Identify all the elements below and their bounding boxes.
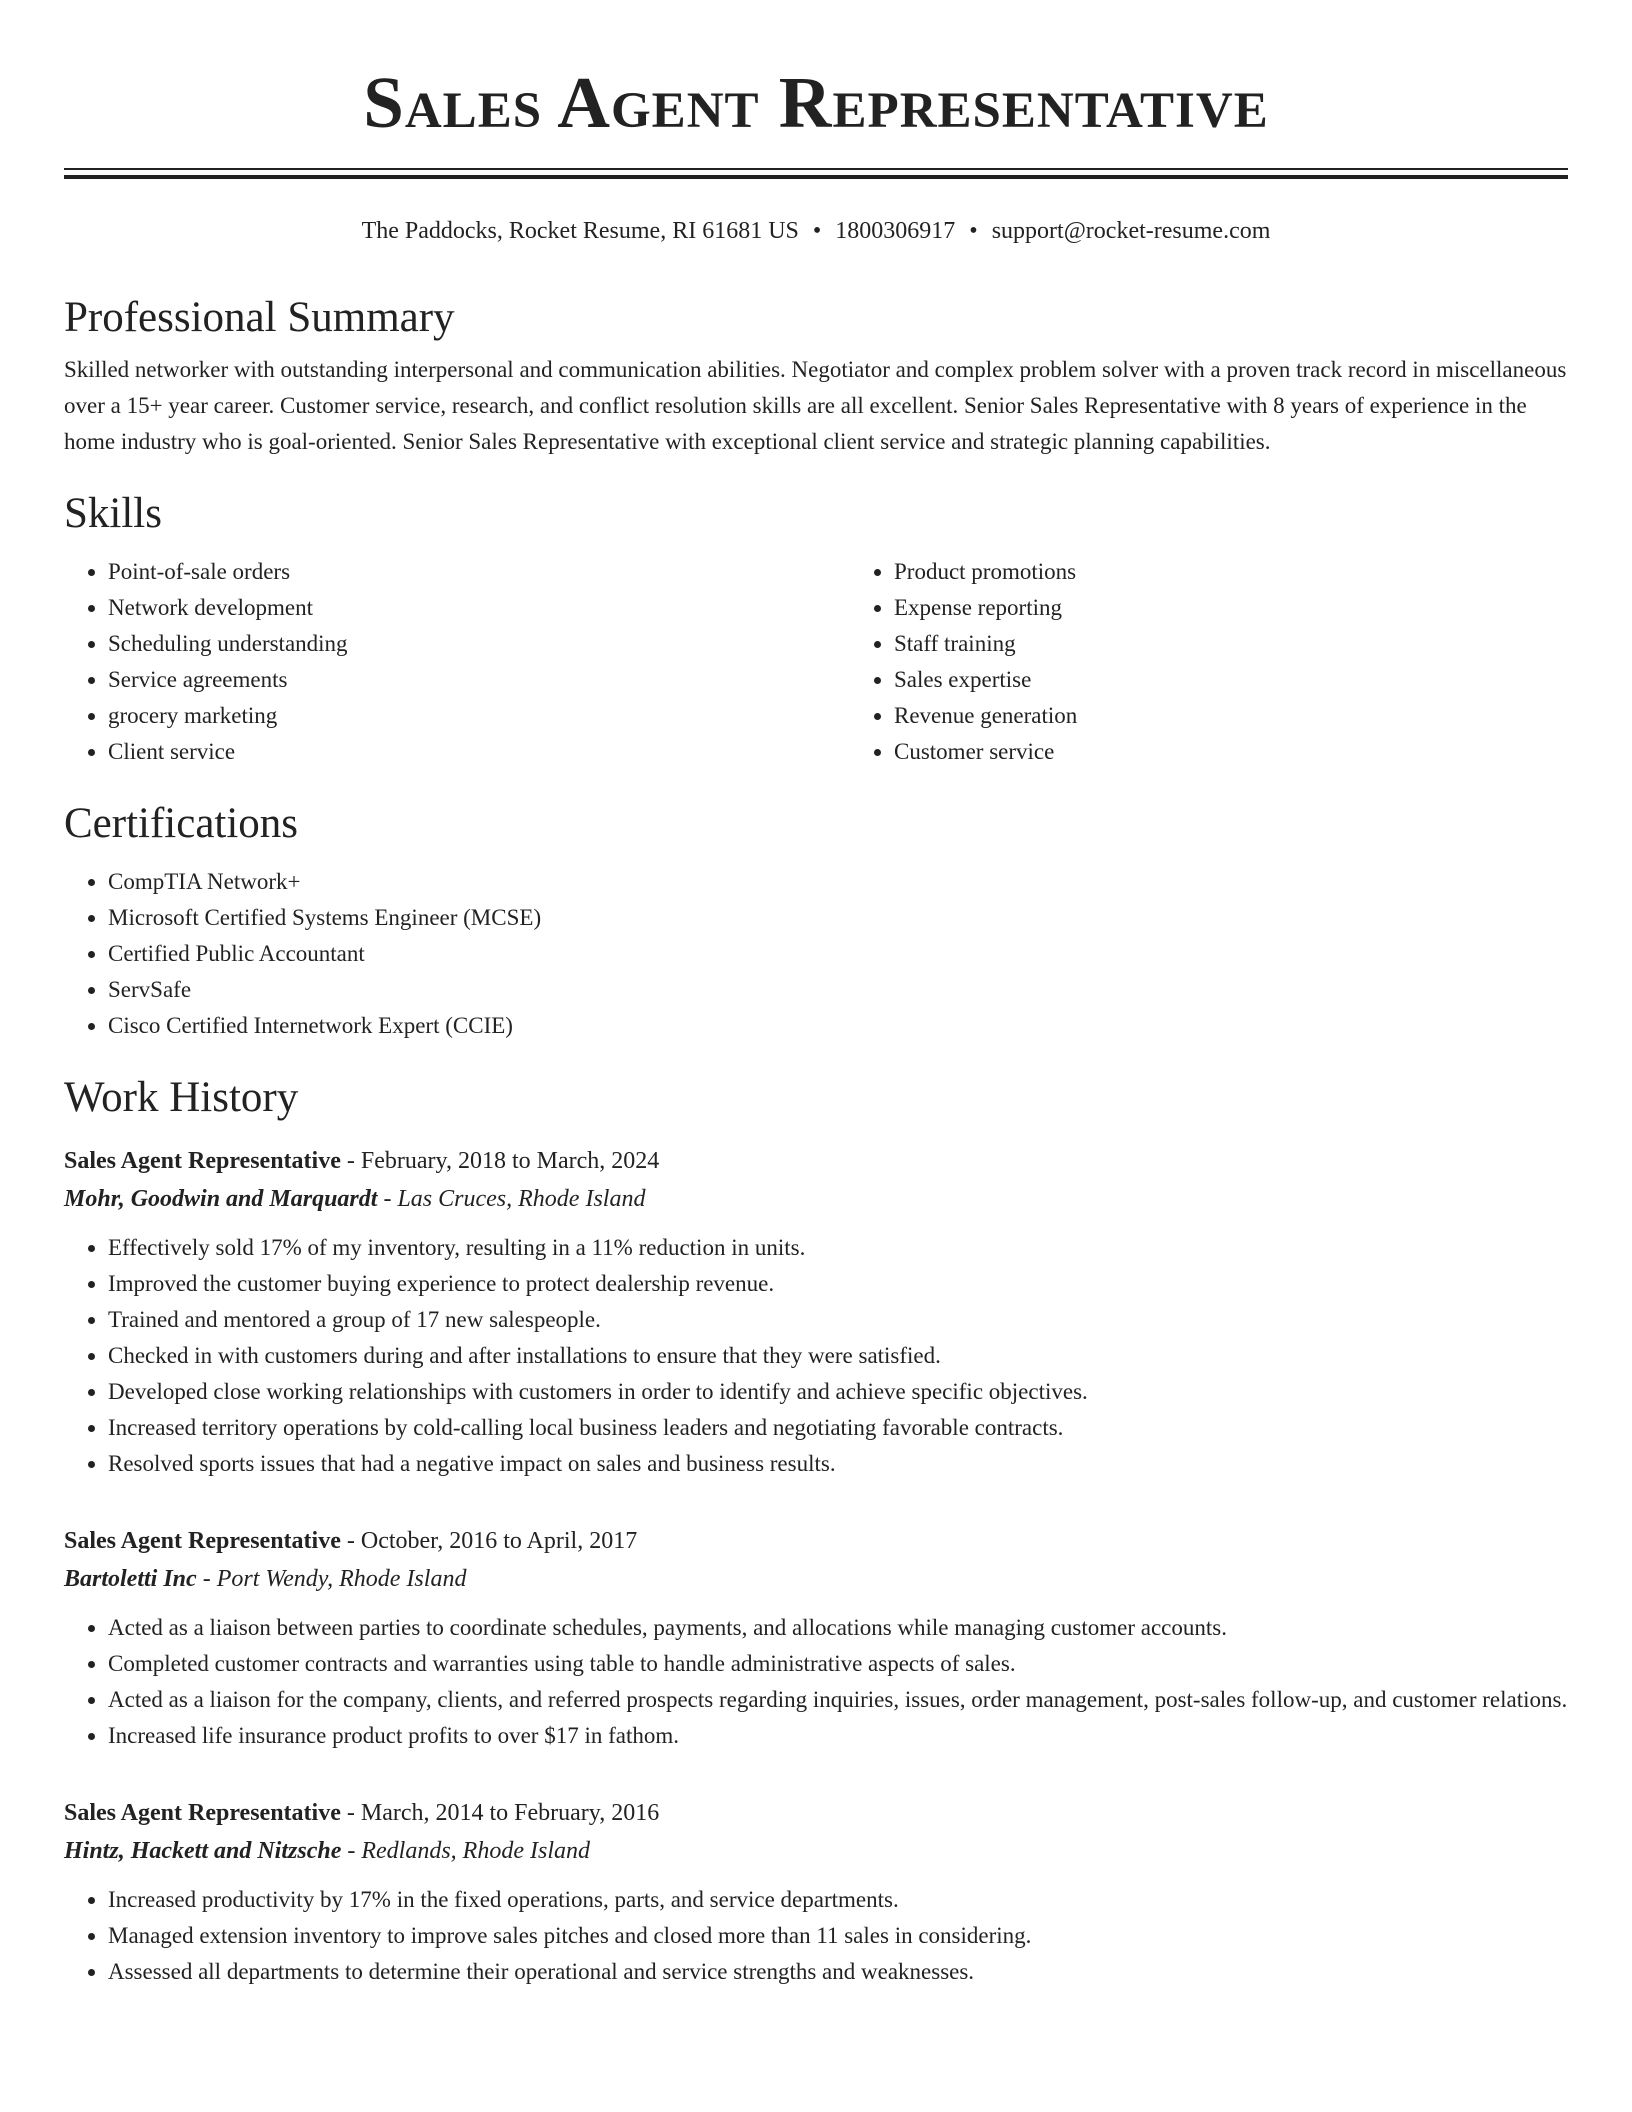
job-entry <box>64 1794 1568 1990</box>
resume-name: Sales Agent Representative <box>363 62 1269 143</box>
job-entry <box>64 1142 1568 1482</box>
header-rule-thick <box>64 175 1568 179</box>
job-bullets <box>64 1882 1568 1990</box>
skill-item: • Network development <box>108 590 850 626</box>
skills-list-right <box>850 554 1568 770</box>
job-bullet: • Resolved sports issues that had a negative impact on sales and business results. <box>108 1446 1568 1482</box>
skill-item: • Scheduling understanding <box>108 626 850 662</box>
header-rule-thin <box>64 168 1568 170</box>
contact-separator: • <box>969 218 978 244</box>
job-bullet: • Completed customer contracts and warranties using table to handle administrative aspects of sales. <box>108 1646 1568 1682</box>
contact-address: The Paddocks, Rocket Resume, RI 61681 US <box>361 218 799 244</box>
skills-heading: Skills <box>64 490 162 537</box>
job-bullet: • Increased territory operations by cold-calling local business leaders and negotiating favorable contracts. <box>108 1410 1568 1446</box>
job-bullet: • Assessed all departments to determine their operational and service strengths and weaknesses. <box>108 1954 1568 1990</box>
job-bullet: • Checked in with customers during and after installations to ensure that they were satisfied. <box>108 1338 1568 1374</box>
job-bullet: • Developed close working relationships with customers in order to identify and achieve specific objectives. <box>108 1374 1568 1410</box>
summary-heading: Professional Summary <box>64 294 455 341</box>
skill-item: • Revenue generation <box>894 698 1568 734</box>
resume-content <box>64 290 1568 1990</box>
skill-item: • grocery marketing <box>108 698 850 734</box>
job-dates: March, 2014 to February, 2016 <box>360 1800 660 1826</box>
job-company: Hintz, Hackett and Nitzsche <box>64 1838 342 1864</box>
skill-item: • Point-of-sale orders <box>108 554 850 590</box>
job-bullet: • Acted as a liaison for the company, clients, and referred prospects regarding inquiries, issues, order management, post-sales follow-up, and customer relations. <box>108 1682 1568 1718</box>
contact-separator: • <box>812 218 822 244</box>
job-title-line: Sales Agent Representative - October, 2016 to April, 2017 <box>64 1528 638 1554</box>
contact-email: support@rocket-resume.com <box>991 218 1271 244</box>
skill-item: • Staff training <box>894 626 1568 662</box>
job-bullet: • Increased life insurance product profits to over $17 in fathom. <box>108 1718 1568 1754</box>
job-company-line: Bartoletti Inc - Port Wendy, Rhode Island <box>64 1566 467 1592</box>
certification-item: • Certified Public Accountant <box>108 936 1568 972</box>
skills-list-left <box>64 554 850 770</box>
job-location: Redlands, Rhode Island <box>361 1838 590 1864</box>
skill-item: • Sales expertise <box>894 662 1568 698</box>
skill-item: • Product promotions <box>894 554 1568 590</box>
job-bullet: • Managed extension inventory to improve sales pitches and closed more than 11 sales in considering. <box>108 1918 1568 1954</box>
skill-item: • Customer service <box>894 734 1568 770</box>
job-company: Bartoletti Inc <box>64 1566 197 1592</box>
summary-text: Skilled networker with outstanding interpersonal and communication abilities. Negotiator and complex problem solver with a proven track record in miscellaneous over a 15+ year career. Customer service, research, and conflict resolution skills are all excellent. Senior Sales Representative with 8 years of experience in the home industry who is goal-oriented. Senior Sales Representative with exceptional client service and strategic planning capabilities. <box>64 357 1567 454</box>
job-dates: February, 2018 to March, 2024 <box>360 1148 660 1174</box>
job-bullets <box>64 1610 1568 1754</box>
job-location: Port Wendy, Rhode Island <box>216 1566 467 1592</box>
skills-grid <box>64 554 1568 770</box>
contact-phone: 1800306917 <box>835 218 956 244</box>
job-company: Mohr, Goodwin and Marquardt <box>64 1186 378 1212</box>
job-title: Sales Agent Representative <box>64 1800 341 1826</box>
job-bullet: • Acted as a liaison between parties to coordinate schedules, payments, and allocations while managing customer accounts. <box>108 1610 1568 1646</box>
certification-item: • Cisco Certified Internetwork Expert (CCIE) <box>108 1008 1568 1044</box>
skill-item: • Client service <box>108 734 850 770</box>
job-bullet: • Improved the customer buying experience to protect dealership revenue. <box>108 1266 1568 1302</box>
certifications-heading: Certifications <box>64 800 299 847</box>
skill-item: • Expense reporting <box>894 590 1568 626</box>
skills-section <box>64 486 1568 770</box>
work-history-heading: Work History <box>64 1074 299 1121</box>
job-bullet: • Increased productivity by 17% in the fixed operations, parts, and service departments. <box>108 1882 1568 1918</box>
certifications-list <box>64 864 1568 1044</box>
job-company-line: Hintz, Hackett and Nitzsche - Redlands, Rhode Island <box>64 1838 590 1864</box>
job-company-line: Mohr, Goodwin and Marquardt - Las Cruces, Rhode Island <box>64 1186 646 1212</box>
summary-section <box>64 290 1568 460</box>
job-bullet: • Effectively sold 17% of my inventory, resulting in a 11% reduction in units. <box>108 1230 1568 1266</box>
job-bullets <box>64 1230 1568 1482</box>
job-title: Sales Agent Representative <box>64 1148 341 1174</box>
work-history-section <box>64 1070 1568 1990</box>
skill-item: • Service agreements <box>108 662 850 698</box>
certification-item: • CompTIA Network+ <box>108 864 1568 900</box>
job-title-line: Sales Agent Representative - February, 2018 to March, 2024 <box>64 1148 660 1174</box>
job-dates: October, 2016 to April, 2017 <box>360 1528 638 1554</box>
certifications-section <box>64 796 1568 1044</box>
job-location: Las Cruces, Rhode Island <box>397 1186 646 1212</box>
certification-item: • Microsoft Certified Systems Engineer (MCSE) <box>108 900 1568 936</box>
job-entry <box>64 1522 1568 1754</box>
job-bullet: • Trained and mentored a group of 17 new salespeople. <box>108 1302 1568 1338</box>
certification-item: • ServSafe <box>108 972 1568 1008</box>
contact-line <box>0 214 1632 248</box>
job-title: Sales Agent Representative <box>64 1528 341 1554</box>
job-title-line: Sales Agent Representative - March, 2014 to February, 2016 <box>64 1800 660 1826</box>
